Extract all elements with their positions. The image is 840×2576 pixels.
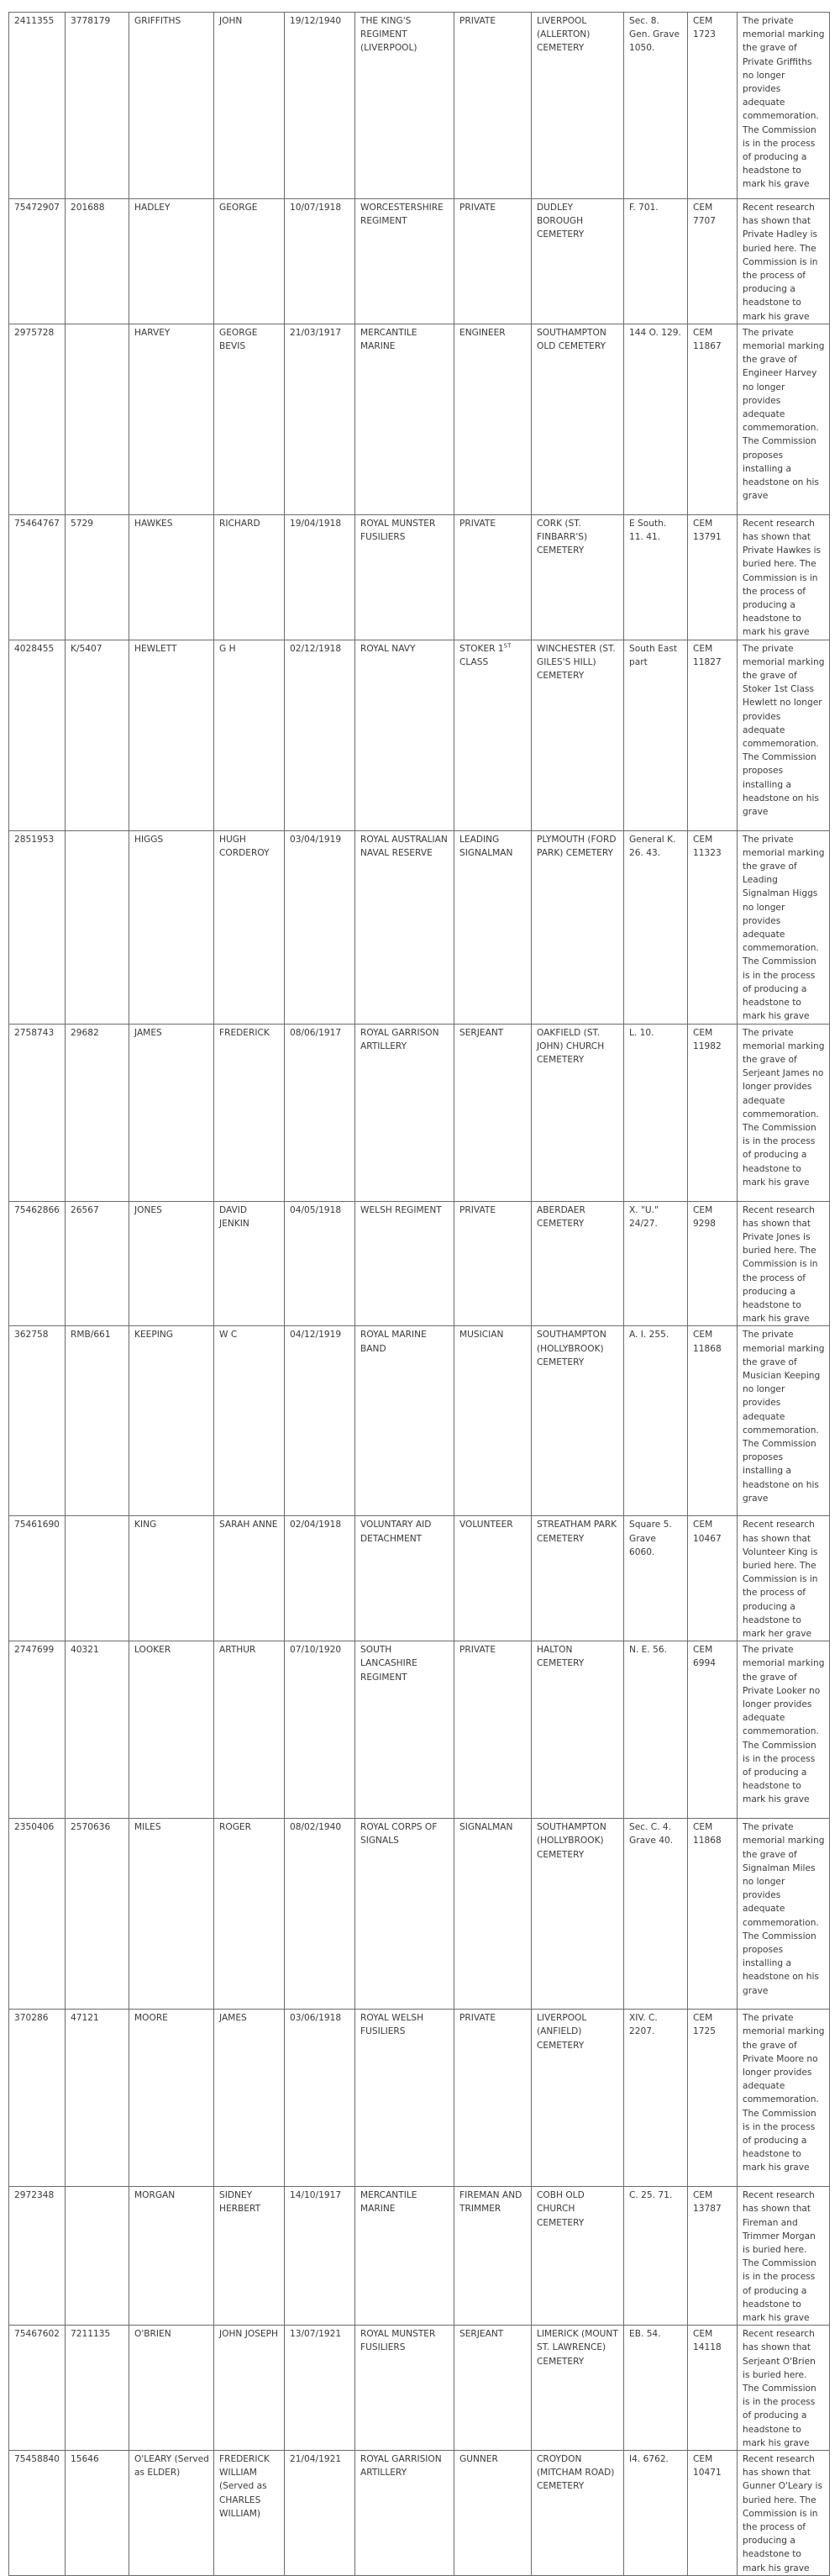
date-of-death-cell: 10/07/1918 xyxy=(285,199,355,324)
commemoration-table xyxy=(8,12,830,2576)
grave-reference-cell: EB. 54. xyxy=(624,2326,688,2451)
unit-cell: ROYAL GARRISION ARTILLERY xyxy=(355,2451,454,2576)
grave-reference-cell: F. 701. xyxy=(624,199,688,324)
service-number-cell: 5729 xyxy=(66,514,129,640)
surname-cell: MOORE xyxy=(129,2010,214,2187)
cemetery-cell: SOUTHAMPTON OLD CEMETERY xyxy=(532,324,624,514)
unit-cell: ROYAL AUSTRALIAN NAVAL RESERVE xyxy=(355,830,454,1024)
forename-cell: DAVID JENKIN xyxy=(214,1201,285,1326)
cem-reference-cell: CEM 13787 xyxy=(688,2187,738,2326)
notes-cell: The private memorial marking the grave of Serjeant James no longer provides adequate commemoration. The Commission is in the process of producing a headstone to mark his grave xyxy=(738,1024,830,1201)
table-row xyxy=(9,830,830,1024)
surname-cell: KING xyxy=(129,1516,214,1641)
rank-cell: PRIVATE xyxy=(454,199,532,324)
forename-cell: ROGER xyxy=(214,1819,285,2010)
surname-cell: JONES xyxy=(129,1201,214,1326)
cemetery-cell: OAKFIELD (ST. JOHN) CHURCH CEMETERY xyxy=(532,1024,624,1201)
cemetery-cell: LIVERPOOL (ALLERTON) CEMETERY xyxy=(532,13,624,199)
cem-reference-cell: CEM 13791 xyxy=(688,514,738,640)
casualty-id-cell: 2851953 xyxy=(9,830,66,1024)
date-of-death-cell: 21/04/1921 xyxy=(285,2451,355,2576)
rank-cell: PRIVATE xyxy=(454,1641,532,1819)
forename-cell: SIDNEY HERBERT xyxy=(214,2187,285,2326)
grave-reference-cell: C. 25. 71. xyxy=(624,2187,688,2326)
cemetery-cell: LIVERPOOL (ANFIELD) CEMETERY xyxy=(532,2010,624,2187)
rank-cell: MUSICIAN xyxy=(454,1326,532,1516)
table-row xyxy=(9,514,830,640)
service-number-cell: 7211135 xyxy=(66,2326,129,2451)
surname-cell: HARVEY xyxy=(129,324,214,514)
date-of-death-cell: 08/06/1917 xyxy=(285,1024,355,1201)
date-of-death-cell: 19/12/1940 xyxy=(285,13,355,199)
date-of-death-cell: 08/02/1940 xyxy=(285,1819,355,2010)
rank-cell: SIGNALMAN xyxy=(454,1819,532,2010)
casualty-id-cell: 75462866 xyxy=(9,1201,66,1326)
surname-cell: GRIFFITHS xyxy=(129,13,214,199)
surname-cell: HIGGS xyxy=(129,830,214,1024)
unit-cell: VOLUNTARY AID DETACHMENT xyxy=(355,1516,454,1641)
service-number-cell: 2570636 xyxy=(66,1819,129,2010)
rank-cell: VOLUNTEER xyxy=(454,1516,532,1641)
notes-cell: The private memorial marking the grave of Musician Keeping no longer provides adequate commemoration. The Commission proposes installing a headstone on his grave xyxy=(738,1326,830,1516)
notes-cell: The private memorial marking the grave of Private Griffiths no longer provides adequate commemoration. The Commission is in the process of producing a headstone to mark his grave xyxy=(738,13,830,199)
service-number-cell xyxy=(66,2187,129,2326)
unit-cell: ROYAL MUNSTER FUSILIERS xyxy=(355,514,454,640)
notes-cell: The private memorial marking the grave of Stoker 1st Class Hewlett no longer provides adequate commemoration. The Commission proposes installing a headstone on his grave xyxy=(738,640,830,830)
cemetery-cell: PLYMOUTH (FORD PARK) CEMETERY xyxy=(532,830,624,1024)
service-number-cell xyxy=(66,1516,129,1641)
table-row xyxy=(9,1326,830,1516)
notes-cell: The private memorial marking the grave of Leading Signalman Higgs no longer provides adequate commemoration. The Commission is in the process of producing a headstone to mark his grave xyxy=(738,830,830,1024)
cemetery-cell: WINCHESTER (ST. GILES'S HILL) CEMETERY xyxy=(532,640,624,830)
service-number-cell: 26567 xyxy=(66,1201,129,1326)
table-row xyxy=(9,1641,830,1819)
date-of-death-cell: 04/05/1918 xyxy=(285,1201,355,1326)
surname-cell: JAMES xyxy=(129,1024,214,1201)
table-row xyxy=(9,1819,830,2010)
forename-cell: HUGH CORDEROY xyxy=(214,830,285,1024)
forename-cell: FREDERICK xyxy=(214,1024,285,1201)
surname-cell: HEWLETT xyxy=(129,640,214,830)
rank-cell: LEADING SIGNALMAN xyxy=(454,830,532,1024)
surname-cell: LOOKER xyxy=(129,1641,214,1819)
grave-reference-cell: Sec. C. 4. Grave 40. xyxy=(624,1819,688,2010)
table-row xyxy=(9,2451,830,2576)
rank-cell: SERJEANT xyxy=(454,2326,532,2451)
unit-cell: ROYAL WELSH FUSILIERS xyxy=(355,2010,454,2187)
grave-reference-cell: I4. 6762. xyxy=(624,2451,688,2576)
surname-cell: HADLEY xyxy=(129,199,214,324)
forename-cell: W C xyxy=(214,1326,285,1516)
notes-cell: Recent research has shown that Private Hawkes is buried here. The Commission is in the process of producing a headstone to mark his grave xyxy=(738,514,830,640)
notes-cell: Recent research has shown that Private Hadley is buried here. The Commission is in the process of producing a headstone to mark his grave xyxy=(738,199,830,324)
unit-cell: ROYAL MARINE BAND xyxy=(355,1326,454,1516)
casualty-id-cell: 4028455 xyxy=(9,640,66,830)
cemetery-cell: LIMERICK (MOUNT ST. LAWRENCE) CEMETERY xyxy=(532,2326,624,2451)
service-number-cell: K/5407 xyxy=(66,640,129,830)
casualty-id-cell: 2350406 xyxy=(9,1819,66,2010)
surname-cell: O'LEARY (Served as ELDER) xyxy=(129,2451,214,2576)
unit-cell: ROYAL CORPS OF SIGNALS xyxy=(355,1819,454,2010)
date-of-death-cell: 13/07/1921 xyxy=(285,2326,355,2451)
rank-cell: PRIVATE xyxy=(454,1201,532,1326)
forename-cell: GEORGE xyxy=(214,199,285,324)
rank-cell: GUNNER xyxy=(454,2451,532,2576)
service-number-cell xyxy=(66,324,129,514)
unit-cell: ROYAL GARRISON ARTILLERY xyxy=(355,1024,454,1201)
rank-cell: ENGINEER xyxy=(454,324,532,514)
unit-cell: ROYAL NAVY xyxy=(355,640,454,830)
service-number-cell xyxy=(66,830,129,1024)
cem-reference-cell: CEM 11982 xyxy=(688,1024,738,1201)
service-number-cell: 3778179 xyxy=(66,13,129,199)
table-row xyxy=(9,2326,830,2451)
casualty-id-cell: 2758743 xyxy=(9,1024,66,1201)
notes-cell: Recent research has shown that Private Jones is buried here. The Commission is in the process of producing a headstone to mark his grave xyxy=(738,1201,830,1326)
date-of-death-cell: 04/12/1919 xyxy=(285,1326,355,1516)
rank-cell: PRIVATE xyxy=(454,514,532,640)
notes-cell: The private memorial marking the grave of Private Looker no longer provides adequate commemoration. The Commission is in the process of producing a headstone to mark his grave xyxy=(738,1641,830,1819)
notes-cell: The private memorial marking the grave of Private Moore no longer provides adequate commemoration. The Commission is in the process of producing a headstone to mark his grave xyxy=(738,2010,830,2187)
notes-cell: The private memorial marking the grave of Signalman Miles no longer provides adequate commemoration. The Commission proposes installing a headstone on his grave xyxy=(738,1819,830,2010)
rank-cell: PRIVATE xyxy=(454,13,532,199)
date-of-death-cell: 07/10/1920 xyxy=(285,1641,355,1819)
cem-reference-cell: CEM 11868 xyxy=(688,1819,738,2010)
date-of-death-cell: 03/04/1919 xyxy=(285,830,355,1024)
cem-reference-cell: CEM 9298 xyxy=(688,1201,738,1326)
casualty-id-cell: 2747699 xyxy=(9,1641,66,1819)
surname-cell: KEEPING xyxy=(129,1326,214,1516)
forename-cell: JOHN JOSEPH xyxy=(214,2326,285,2451)
date-of-death-cell: 02/12/1918 xyxy=(285,640,355,830)
cem-reference-cell: CEM 1723 xyxy=(688,13,738,199)
table-row xyxy=(9,199,830,324)
rank-cell: SERJEANT xyxy=(454,1024,532,1201)
forename-cell: JOHN xyxy=(214,13,285,199)
unit-cell: WELSH REGIMENT xyxy=(355,1201,454,1326)
unit-cell: SOUTH LANCASHIRE REGIMENT xyxy=(355,1641,454,1819)
cemetery-cell: CORK (ST. FINBARR'S) CEMETERY xyxy=(532,514,624,640)
forename-cell: FREDERICK WILLIAM (Served as CHARLES WILLIAM) xyxy=(214,2451,285,2576)
unit-cell: MERCANTILE MARINE xyxy=(355,324,454,514)
casualty-id-cell: 2975728 xyxy=(9,324,66,514)
cem-reference-cell: CEM 11827 xyxy=(688,640,738,830)
service-number-cell: RMB/661 xyxy=(66,1326,129,1516)
table-row xyxy=(9,640,830,830)
casualty-id-cell: 75458840 xyxy=(9,2451,66,2576)
surname-cell: O'BRIEN xyxy=(129,2326,214,2451)
surname-cell: HAWKES xyxy=(129,514,214,640)
cem-reference-cell: CEM 6994 xyxy=(688,1641,738,1819)
casualty-id-cell: 75472907 xyxy=(9,199,66,324)
notes-cell: Recent research has shown that Gunner O'Leary is buried here. The Commission is in the process of producing a headstone to mark his grave xyxy=(738,2451,830,2576)
table-body xyxy=(9,13,830,2576)
forename-cell: GEORGE BEVIS xyxy=(214,324,285,514)
cemetery-cell: SOUTHAMPTON (HOLLYBROOK) CEMETERY xyxy=(532,1326,624,1516)
notes-cell: Recent research has shown that Serjeant O'Brien is buried here. The Commission is in the process of producing a headstone to mark his grave xyxy=(738,2326,830,2451)
table-row xyxy=(9,2010,830,2187)
rank-cell: FIREMAN AND TRIMMER xyxy=(454,2187,532,2326)
grave-reference-cell: XIV. C. 2207. xyxy=(624,2010,688,2187)
service-number-cell: 201688 xyxy=(66,199,129,324)
casualty-id-cell: 2411355 xyxy=(9,13,66,199)
grave-reference-cell: E South. 11. 41. xyxy=(624,514,688,640)
forename-cell: SARAH ANNE xyxy=(214,1516,285,1641)
surname-cell: MILES xyxy=(129,1819,214,2010)
date-of-death-cell: 21/03/1917 xyxy=(285,324,355,514)
date-of-death-cell: 02/04/1918 xyxy=(285,1516,355,1641)
grave-reference-cell: Square 5. Grave 6060. xyxy=(624,1516,688,1641)
cemetery-cell: DUDLEY BOROUGH CEMETERY xyxy=(532,199,624,324)
unit-cell: WORCESTERSHIRE REGIMENT xyxy=(355,199,454,324)
table-row xyxy=(9,13,830,199)
forename-cell: ARTHUR xyxy=(214,1641,285,1819)
casualty-id-cell: 362758 xyxy=(9,1326,66,1516)
cemetery-cell: STREATHAM PARK CEMETERY xyxy=(532,1516,624,1641)
date-of-death-cell: 19/04/1918 xyxy=(285,514,355,640)
cem-reference-cell: CEM 10471 xyxy=(688,2451,738,2576)
service-number-cell: 40321 xyxy=(66,1641,129,1819)
service-number-cell: 15646 xyxy=(66,2451,129,2576)
rank-cell: PRIVATE xyxy=(454,2010,532,2187)
surname-cell: MORGAN xyxy=(129,2187,214,2326)
service-number-cell: 47121 xyxy=(66,2010,129,2187)
table-row xyxy=(9,1024,830,1201)
cem-reference-cell: CEM 11867 xyxy=(688,324,738,514)
cemetery-cell: CROYDON (MITCHAM ROAD) CEMETERY xyxy=(532,2451,624,2576)
table-row xyxy=(9,324,830,514)
rank-cell: STOKER 1ST CLASS xyxy=(454,640,532,830)
unit-cell: MERCANTILE MARINE xyxy=(355,2187,454,2326)
service-number-cell: 29682 xyxy=(66,1024,129,1201)
cemetery-cell: ABERDAER CEMETERY xyxy=(532,1201,624,1326)
cem-reference-cell: CEM 7707 xyxy=(688,199,738,324)
cemetery-cell: SOUTHAMPTON (HOLLYBROOK) CEMETERY xyxy=(532,1819,624,2010)
cemetery-cell: COBH OLD CHURCH CEMETERY xyxy=(532,2187,624,2326)
cem-reference-cell: CEM 14118 xyxy=(688,2326,738,2451)
casualty-id-cell: 370286 xyxy=(9,2010,66,2187)
notes-cell: Recent research has shown that Volunteer King is buried here. The Commission is in the process of producing a headstone to mark her grave xyxy=(738,1516,830,1641)
table-row xyxy=(9,1516,830,1641)
date-of-death-cell: 03/06/1918 xyxy=(285,2010,355,2187)
cem-reference-cell: CEM 1725 xyxy=(688,2010,738,2187)
grave-reference-cell: A. I. 255. xyxy=(624,1326,688,1516)
cem-reference-cell: CEM 10467 xyxy=(688,1516,738,1641)
grave-reference-cell: General K. 26. 43. xyxy=(624,830,688,1024)
table-row xyxy=(9,2187,830,2326)
cem-reference-cell: CEM 11868 xyxy=(688,1326,738,1516)
notes-cell: Recent research has shown that Fireman and Trimmer Morgan is buried here. The Commission is in the process of producing a headstone to mark his grave xyxy=(738,2187,830,2326)
grave-reference-cell: 144 O. 129. xyxy=(624,324,688,514)
grave-reference-cell: Sec. 8. Gen. Grave 1050. xyxy=(624,13,688,199)
casualty-id-cell: 75461690 xyxy=(9,1516,66,1641)
cem-reference-cell: CEM 11323 xyxy=(688,830,738,1024)
unit-cell: THE KING'S REGIMENT (LIVERPOOL) xyxy=(355,13,454,199)
forename-cell: G H xyxy=(214,640,285,830)
casualty-id-cell: 2972348 xyxy=(9,2187,66,2326)
casualty-id-cell: 75467602 xyxy=(9,2326,66,2451)
table-row xyxy=(9,1201,830,1326)
notes-cell: The private memorial marking the grave of Engineer Harvey no longer provides adequate commemoration. The Commission proposes installing a headstone on his grave xyxy=(738,324,830,514)
forename-cell: JAMES xyxy=(214,2010,285,2187)
grave-reference-cell: N. E. 56. xyxy=(624,1641,688,1819)
cemetery-cell: HALTON CEMETERY xyxy=(532,1641,624,1819)
unit-cell: ROYAL MUNSTER FUSILIERS xyxy=(355,2326,454,2451)
casualty-id-cell: 75464767 xyxy=(9,514,66,640)
date-of-death-cell: 14/10/1917 xyxy=(285,2187,355,2326)
forename-cell: RICHARD xyxy=(214,514,285,640)
grave-reference-cell: X. "U." 24/27. xyxy=(624,1201,688,1326)
grave-reference-cell: South East part xyxy=(624,640,688,830)
grave-reference-cell: L. 10. xyxy=(624,1024,688,1201)
